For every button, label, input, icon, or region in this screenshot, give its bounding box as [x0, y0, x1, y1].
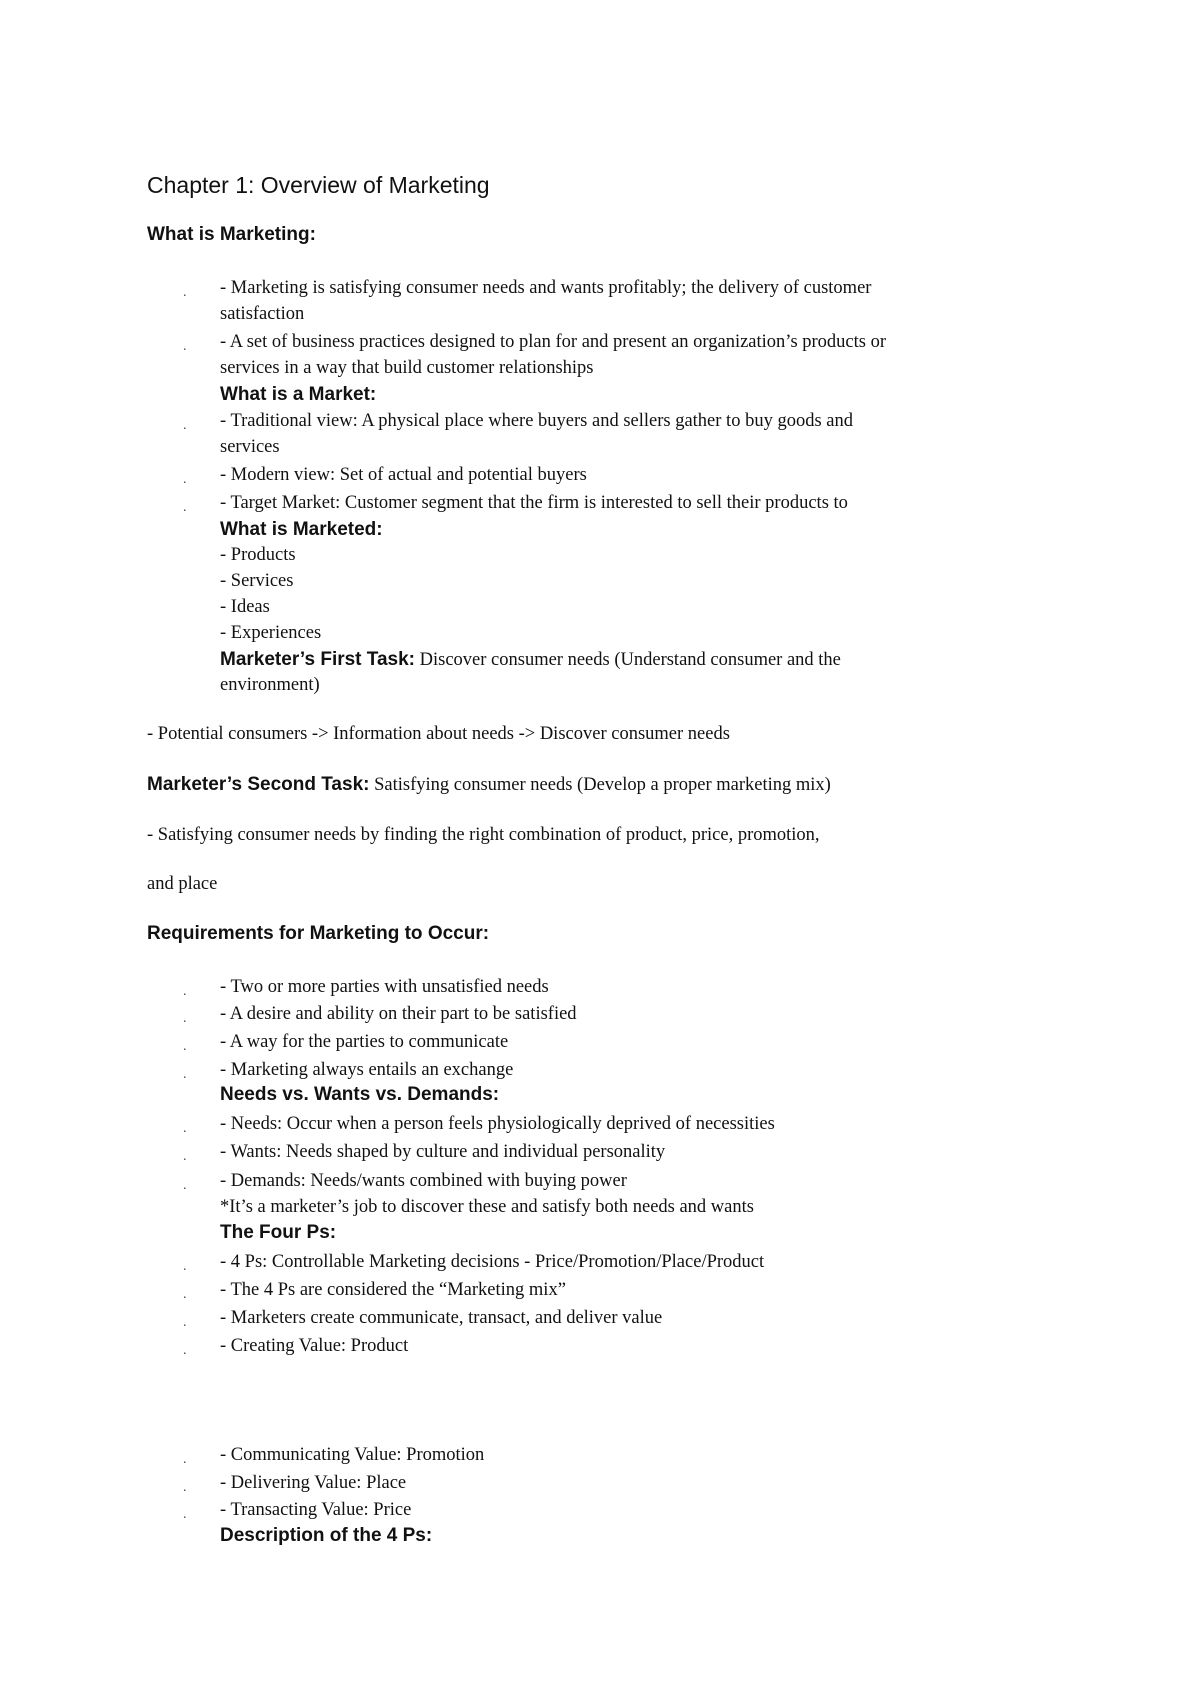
marketing-bullet-1-line-1: - Marketing is satisfying consumer needs and wants profitably; the delivery of customer — [220, 278, 872, 298]
first-task-text-line-2: environment) — [220, 675, 320, 695]
four-ps-bullet-5: - Communicating Value: Promotion — [220, 1445, 485, 1465]
bullet-marker: . — [183, 1259, 187, 1274]
bullet-marker: . — [183, 472, 187, 487]
second-task-detail-line-1: - Satisfying consumer needs by finding the right combination of product, price, promotion, — [147, 825, 820, 845]
needs-note: *It’s a marketer’s job to discover these and satisfy both needs and wants — [220, 1197, 754, 1217]
bullet-marker: . — [183, 1149, 187, 1164]
bullet-marker: . — [183, 1287, 187, 1302]
bullet-marker: . — [183, 1178, 187, 1193]
needs-bullet-1: - Needs: Occur when a person feels physiologically deprived of necessities — [220, 1114, 775, 1134]
heading-needs-wants-demands: Needs vs. Wants vs. Demands: — [220, 1084, 500, 1105]
bullet-marker: . — [183, 1343, 187, 1358]
market-bullet-3: - Target Market: Customer segment that the firm is interested to sell their products to — [220, 493, 848, 513]
bullet-marker: . — [183, 418, 187, 433]
requirement-bullet-4: - Marketing always entails an exchange — [220, 1060, 514, 1080]
bullet-marker: . — [183, 1480, 187, 1495]
marketing-bullet-2-line-2: services in a way that build customer relationships — [220, 358, 594, 378]
second-task-detail-line-2: and place — [147, 874, 218, 894]
first-task-label: Marketer’s First Task: — [220, 649, 416, 670]
first-task-flow: - Potential consumers -> Information about needs -> Discover consumer needs — [147, 724, 730, 744]
bullet-marker: . — [183, 1067, 187, 1082]
first-task-text: Discover consumer needs (Understand consumer and the — [415, 650, 841, 670]
heading-four-ps: The Four Ps: — [220, 1222, 337, 1243]
heading-what-is-marketing: What is Marketing: — [147, 224, 316, 245]
marketed-item-ideas: - Ideas — [220, 597, 270, 617]
heading-description-4ps: Description of the 4 Ps: — [220, 1525, 433, 1546]
page-title: Chapter 1: Overview of Marketing — [147, 172, 490, 198]
bullet-marker: . — [183, 1121, 187, 1136]
bullet-marker: . — [183, 1315, 187, 1330]
second-task-label: Marketer’s Second Task: — [147, 774, 370, 795]
marketed-item-products: - Products — [220, 545, 296, 565]
heading-requirements: Requirements for Marketing to Occur: — [147, 923, 490, 944]
market-bullet-1-line-2: services — [220, 437, 280, 457]
bullet-marker: . — [183, 285, 187, 300]
marketing-bullet-2-line-1: - A set of business practices designed to plan for and present an organization’s products or — [220, 332, 887, 352]
marketing-bullet-1-line-2: satisfaction — [220, 304, 305, 324]
second-task-line — [147, 774, 831, 796]
bullet-marker: . — [183, 500, 187, 515]
four-ps-bullet-1: - 4 Ps: Controllable Marketing decisions - Price/Promotion/Place/Product — [220, 1252, 765, 1272]
four-ps-bullet-4: - Creating Value: Product — [220, 1336, 409, 1356]
needs-bullet-2: - Wants: Needs shaped by culture and individual personality — [220, 1142, 666, 1162]
four-ps-bullet-2: - The 4 Ps are considered the “Marketing mix” — [220, 1280, 566, 1300]
four-ps-bullet-3: - Marketers create communicate, transact, and deliver value — [220, 1308, 663, 1328]
first-task-line — [220, 649, 841, 671]
market-bullet-1-line-1: - Traditional view: A physical place where buyers and sellers gather to buy goods and — [220, 411, 853, 431]
bullet-marker: . — [183, 339, 187, 354]
bullet-marker: . — [183, 1011, 187, 1026]
four-ps-bullet-7: - Transacting Value: Price — [220, 1500, 412, 1520]
requirement-bullet-2: - A desire and ability on their part to be satisfied — [220, 1004, 577, 1024]
second-task-text: Satisfying consumer needs (Develop a proper marketing mix) — [369, 775, 831, 795]
bullet-marker: . — [183, 1507, 187, 1522]
heading-what-is-a-market: What is a Market: — [220, 384, 377, 405]
marketed-item-services: - Services — [220, 571, 294, 591]
requirement-bullet-3: - A way for the parties to communicate — [220, 1032, 509, 1052]
market-bullet-2: - Modern view: Set of actual and potential buyers — [220, 465, 587, 485]
requirement-bullet-1: - Two or more parties with unsatisfied needs — [220, 977, 549, 997]
bullet-marker: . — [183, 1039, 187, 1054]
bullet-marker: . — [183, 984, 187, 999]
needs-bullet-3: - Demands: Needs/wants combined with buying power — [220, 1171, 627, 1191]
bullet-marker: . — [183, 1452, 187, 1467]
heading-what-is-marketed: What is Marketed: — [220, 519, 383, 540]
marketed-item-experiences: - Experiences — [220, 623, 322, 643]
four-ps-bullet-6: - Delivering Value: Place — [220, 1473, 407, 1493]
